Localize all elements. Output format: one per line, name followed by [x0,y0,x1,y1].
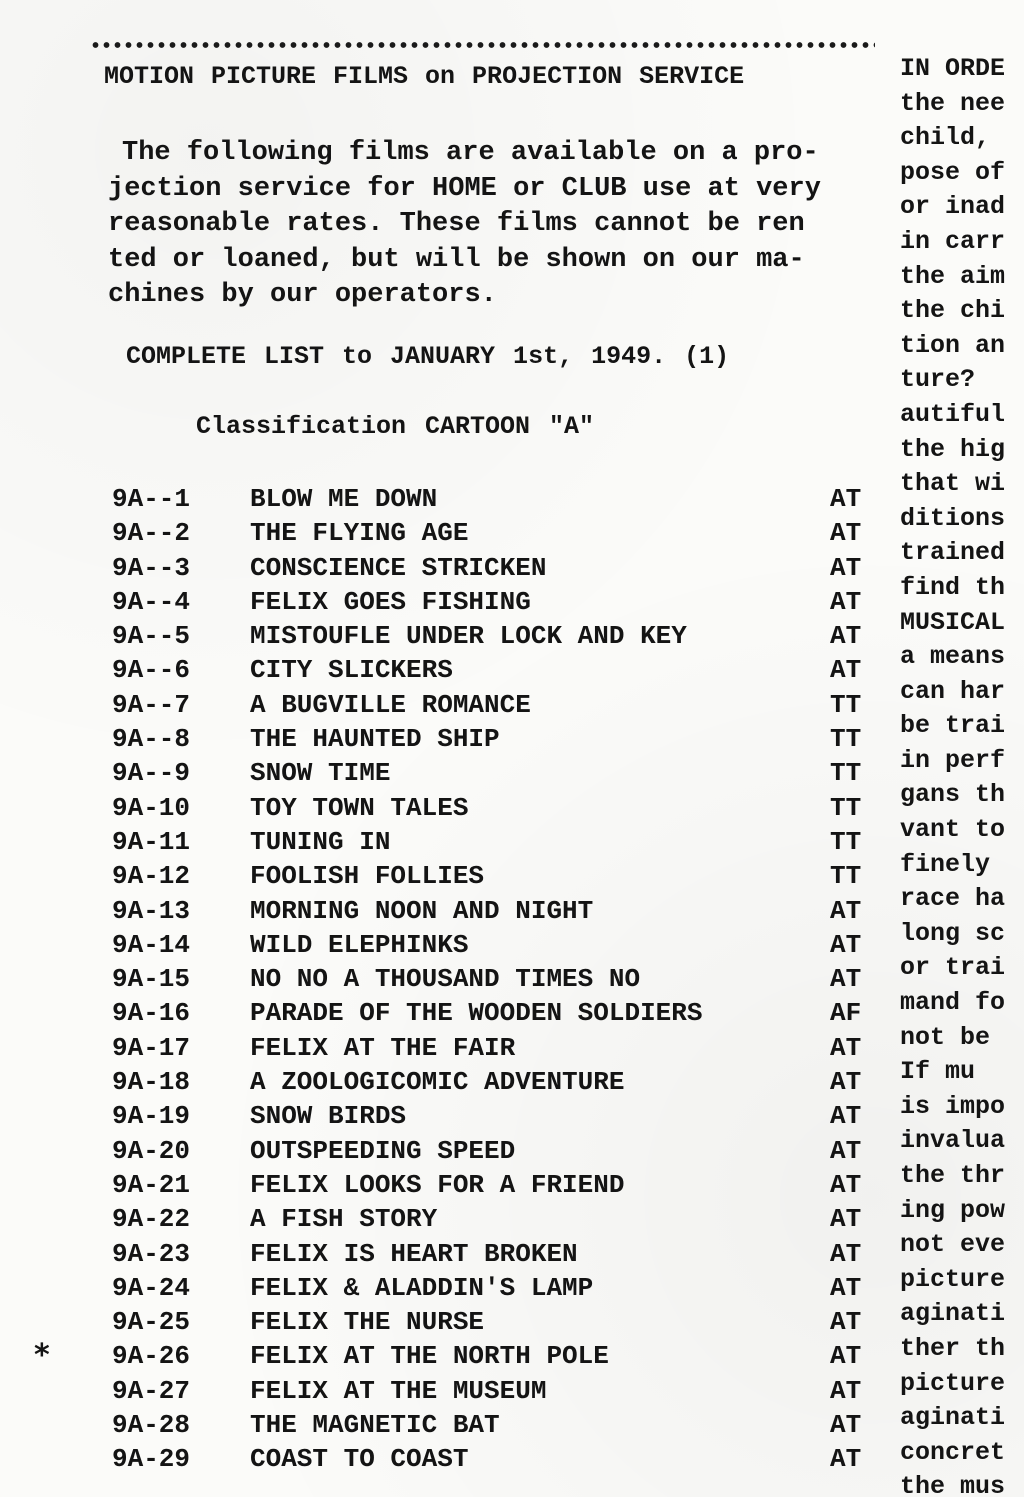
side-column-line: or trai [900,953,1006,983]
film-title: CONSCIENCE STRICKEN [250,552,547,583]
film-code: 9A-25 [112,1307,191,1338]
film-rate: AT [830,1272,862,1303]
side-column-line: in carr [900,226,1006,256]
side-column-line: the hig [900,434,1006,464]
film-row [112,1442,882,1476]
film-row [112,1408,882,1442]
film-rate: AT [830,586,862,617]
film-title: THE FLYING AGE [250,518,469,549]
side-column-line: ther th [900,1333,1006,1363]
intro-line: chines by our operators. [108,280,497,310]
side-column-line: the chi [900,296,1006,326]
film-row [112,962,882,996]
film-row [112,619,882,653]
film-code: 9A-27 [112,1375,191,1406]
film-title: WILD ELEPHINKS [250,929,469,960]
dotted-rule [90,38,875,52]
film-code: 9A-17 [112,1032,191,1063]
film-rate: AT [830,1204,862,1235]
film-title: FELIX & ALADDIN'S LAMP [250,1272,594,1303]
film-title: TUNING IN [250,826,391,857]
film-code: 9A-10 [112,792,191,823]
side-column-line: ing pow [900,1195,1006,1225]
side-column-line: ture? [900,365,976,395]
film-title: SNOW BIRDS [250,1101,407,1132]
adjacent-column-text [900,52,1024,1497]
side-column-line: can har [900,676,1006,706]
film-code: 9A--5 [112,621,191,652]
film-title: OUTSPEEDING SPEED [250,1135,516,1166]
side-column-line: the thr [900,1161,1006,1190]
side-column-line: invalua [900,1126,1006,1156]
film-row [112,482,882,516]
film-code: 9A-13 [112,895,191,926]
side-column-line: is impo [900,1091,1006,1121]
side-column-line: tion an [900,330,1006,360]
film-rate: TT [830,861,862,892]
film-rate: AT [830,1067,862,1098]
film-row [112,756,882,790]
side-column-line: a means [900,642,1006,672]
film-rate: AT [830,1444,862,1475]
film-title: FELIX AT THE FAIR [250,1032,516,1063]
film-code: 9A-18 [112,1067,191,1098]
film-title: A BUGVILLE ROMANCE [250,689,531,720]
side-column-line: vant to [900,815,1006,845]
intro-line: The following films are available on a pro- [122,138,819,168]
film-code: 9A--9 [112,758,191,789]
film-row [112,653,882,687]
film-title: MISTOUFLE UNDER LOCK AND KEY [250,621,687,652]
film-title: A FISH STORY [250,1204,438,1235]
film-row [112,1134,882,1168]
film-rate: AT [830,1410,862,1441]
film-list [112,482,882,1477]
film-rate: TT [830,792,862,823]
film-code: 9A-24 [112,1272,191,1303]
side-column-line: aginati [900,1403,1006,1433]
film-title: MORNING NOON AND NIGHT [250,895,594,926]
film-rate: AT [830,552,862,583]
side-column-line: pose of [900,157,1006,187]
film-rate: AT [830,964,862,995]
side-column-line: ditions [900,503,1006,533]
film-rate: AT [830,1032,862,1063]
film-rate: AT [830,1101,862,1132]
film-title: FELIX IS HEART BROKEN [250,1238,578,1269]
film-row [112,1339,882,1373]
film-title: FELIX LOOKS FOR A FRIEND [250,1169,625,1200]
side-column-line: long sc [900,918,1006,948]
film-row [112,996,882,1030]
film-rate: TT [830,758,862,789]
film-rate: AT [830,895,862,926]
film-rate: AT [830,1307,862,1338]
film-rate: AT [830,1341,862,1372]
side-column-line: trained [900,538,1006,568]
film-code: 9A--2 [112,518,191,549]
film-rate: AT [830,655,862,686]
complete-list-heading: COMPLETE LIST to JANUARY 1st, 1949. (1) [126,342,730,371]
film-rate: AT [830,484,862,514]
side-column-line: the mus [900,1472,1006,1497]
film-title: COAST TO COAST [250,1444,469,1475]
film-row [112,551,882,585]
film-row [112,791,882,825]
film-code: 9A-12 [112,861,191,892]
side-column-line: race ha [900,884,1006,914]
side-column-line: picture [900,1264,1006,1294]
side-column-line: IN ORDE [900,54,1006,83]
film-code: 9A--6 [112,655,191,686]
intro-line: reasonable rates. These films cannot be ren [108,209,805,239]
film-title: FOOLISH FOLLIES [250,861,485,892]
film-title: CITY SLICKERS [250,655,453,686]
film-row [112,688,882,722]
film-row [112,1237,882,1271]
side-column-line: MUSICAL [900,607,1006,637]
film-row [112,1099,882,1133]
film-title: A ZOOLOGICOMIC ADVENTURE [250,1067,625,1098]
film-code: 9A-23 [112,1238,191,1269]
side-column-line: autiful [900,399,1006,429]
film-code: 9A-21 [112,1169,191,1200]
film-row [112,1305,882,1339]
film-rate: AT [830,1169,862,1200]
document-heading: MOTION PICTURE FILMS on PROJECTION SERVICE [104,62,745,91]
film-title: THE MAGNETIC BAT [250,1410,500,1441]
film-code: 9A-15 [112,964,191,995]
film-rate: TT [830,826,862,857]
film-code: 9A-19 [112,1101,191,1132]
side-column-line: the nee [900,88,1006,118]
side-column-line: picture [900,1368,1006,1398]
intro-line: ted or loaned, but will be shown on our ma- [108,244,805,275]
film-rate: AF [830,998,862,1029]
film-row [112,1374,882,1408]
film-code: 9A-11 [112,826,191,857]
film-code: 9A-14 [112,929,191,960]
side-column-line: aginati [900,1299,1006,1329]
film-row [112,825,882,859]
film-title: FELIX AT THE MUSEUM [250,1375,547,1406]
film-rate: AT [830,1135,862,1166]
film-row [112,516,882,550]
side-column-line: child, [900,123,991,153]
margin-mark: * [34,1338,50,1373]
intro-paragraph [108,136,868,314]
film-code: 9A-16 [112,998,191,1029]
film-row [112,1168,882,1202]
film-rate: TT [830,689,862,720]
film-rate: AT [830,929,862,960]
film-row [112,894,882,928]
film-row [112,1202,882,1236]
film-code: 9A--8 [112,724,191,755]
film-code: 9A-22 [112,1204,191,1235]
film-row [112,722,882,756]
film-code: 9A--3 [112,552,191,583]
film-rate: AT [830,621,862,652]
film-title: THE HAUNTED SHIP [250,724,500,755]
film-code: 9A--4 [112,586,191,617]
film-title: TOY TOWN TALES [250,792,469,823]
side-column-line: gans th [900,780,1006,810]
film-code: 9A-28 [112,1410,191,1441]
side-column-line: be trai [900,711,1006,741]
film-code: 9A-26 [112,1341,191,1372]
side-column-line: in perf [900,745,1006,775]
film-row [112,928,882,962]
film-code: 9A-20 [112,1135,191,1166]
side-column-line: the aim [900,261,1006,291]
side-column-line: finely [900,849,991,879]
film-title: BLOW ME DOWN [250,484,438,514]
film-rate: AT [830,518,862,549]
side-column-line: If mu [900,1057,976,1087]
side-column-line: mand fo [900,988,1006,1018]
film-title: FELIX AT THE NORTH POLE [250,1341,609,1372]
side-column-line: not eve [900,1230,1006,1260]
side-column-line: concret [900,1437,1006,1467]
side-column-line: not be [900,1022,991,1052]
film-code: 9A-29 [112,1444,191,1475]
film-title: PARADE OF THE WOODEN SOLDIERS [250,998,703,1029]
film-title: SNOW TIME [250,758,391,789]
side-column-line: find th [900,572,1006,602]
film-rate: AT [830,1238,862,1269]
film-rate: AT [830,1375,862,1406]
film-row [112,859,882,893]
film-row [112,1271,882,1305]
film-code: 9A--1 [112,484,191,514]
film-row [112,585,882,619]
film-title: NO NO A THOUSAND TIMES NO [250,964,641,995]
film-code: 9A--7 [112,689,191,720]
side-column-line: or inad [900,192,1006,222]
film-row [112,1065,882,1099]
intro-line: jection service for HOME or CLUB use at very [108,173,821,204]
classification-heading: Classification CARTOON "A" [196,412,595,441]
film-row [112,1031,882,1065]
film-title: FELIX GOES FISHING [250,586,531,617]
film-title: FELIX THE NURSE [250,1307,485,1338]
film-rate: TT [830,724,862,755]
side-column-line: that wi [900,469,1006,499]
